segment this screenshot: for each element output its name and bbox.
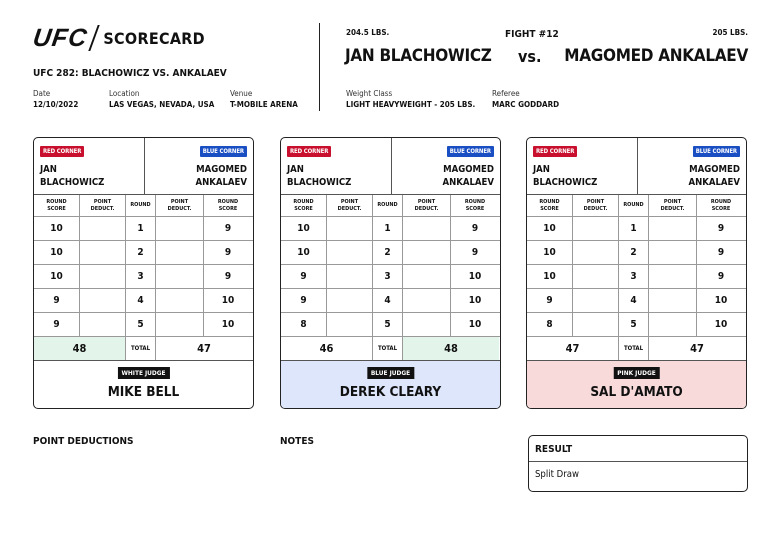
blue-point-deduct-header bbox=[649, 195, 697, 216]
blue-round-score: 9 bbox=[717, 271, 725, 282]
red-point-deduct bbox=[327, 217, 373, 240]
hdr-text: ROUND bbox=[539, 198, 560, 205]
event-title: UFC 282: BLACHOWICZ VS. ANKALAEV bbox=[33, 68, 227, 79]
hdr-text: ROUND bbox=[464, 198, 486, 205]
header-split bbox=[391, 138, 392, 195]
round-header: ROUND bbox=[619, 195, 649, 216]
round-header: ROUND bbox=[126, 195, 156, 216]
totals-row bbox=[34, 337, 253, 361]
red-point-deduct-header bbox=[80, 195, 126, 216]
red-round-score: 9 bbox=[34, 313, 80, 336]
blue-last-name: ANKALAEV bbox=[195, 177, 247, 188]
totals-row bbox=[527, 337, 746, 361]
blue-point-deduct bbox=[649, 289, 697, 312]
hdr-text: ROUND bbox=[46, 198, 67, 205]
total-label: TOTAL bbox=[126, 337, 156, 360]
blue-round-score: 9 bbox=[717, 247, 725, 258]
red-last-name: BLACHOWICZ bbox=[287, 177, 352, 188]
column-headers bbox=[281, 195, 500, 217]
red-point-deduct bbox=[573, 217, 619, 240]
red-point-deduct bbox=[327, 313, 373, 336]
blue-corner-badge: BLUE CORNER bbox=[693, 146, 740, 157]
blue-point-deduct bbox=[156, 265, 204, 288]
red-point-deduct bbox=[80, 289, 126, 312]
red-round-score: 8 bbox=[281, 313, 327, 336]
blue-round-score-header bbox=[697, 195, 745, 216]
total-label: TOTAL bbox=[619, 337, 649, 360]
judge-name: DEREK CLEARY bbox=[339, 384, 442, 400]
score-grid bbox=[527, 195, 746, 361]
judge-scorecard-3 bbox=[526, 137, 747, 409]
red-point-deduct bbox=[573, 313, 619, 336]
hdr-text: SCORE bbox=[47, 205, 66, 212]
hdr-text: DEDUCT. bbox=[583, 205, 608, 212]
red-round-score-header bbox=[527, 195, 573, 216]
fight-number: FIGHT #12 bbox=[505, 29, 559, 40]
judge-scorecard-1 bbox=[33, 137, 254, 409]
red-point-deduct bbox=[80, 265, 126, 288]
red-round-score: 9 bbox=[281, 265, 327, 288]
blue-fighter-name: MAGOMED ANKALAEV bbox=[564, 46, 748, 66]
round-row bbox=[34, 289, 253, 313]
red-total: 47 bbox=[527, 337, 619, 360]
red-round-score-header bbox=[281, 195, 327, 216]
result-box bbox=[528, 435, 748, 492]
header-divider bbox=[319, 23, 320, 111]
blue-round-score: 10 bbox=[221, 319, 235, 330]
round-number: 5 bbox=[373, 313, 403, 336]
notes-title: NOTES bbox=[280, 436, 314, 447]
blue-total: 47 bbox=[690, 342, 704, 355]
round-row bbox=[281, 265, 500, 289]
red-round-score: 10 bbox=[281, 217, 327, 240]
blue-round-score: 9 bbox=[471, 223, 479, 234]
blue-first-name: MAGOMED bbox=[689, 164, 740, 175]
red-round-score: 10 bbox=[34, 217, 80, 240]
hdr-text: ROUND bbox=[710, 198, 732, 205]
blue-point-deduct bbox=[403, 265, 451, 288]
blue-point-deduct bbox=[649, 241, 697, 264]
blue-point-deduct bbox=[156, 217, 204, 240]
red-first-name: JAN bbox=[533, 164, 550, 175]
round-number: 5 bbox=[619, 313, 649, 336]
judge-badge: WHITE JUDGE bbox=[117, 367, 169, 379]
red-round-score: 10 bbox=[34, 241, 80, 264]
judge-footer bbox=[34, 361, 253, 409]
round-row bbox=[281, 241, 500, 265]
red-fighter-label bbox=[533, 163, 597, 189]
hdr-text: POINT bbox=[586, 198, 605, 205]
round-row bbox=[527, 289, 746, 313]
scorecard-header bbox=[527, 138, 746, 195]
red-point-deduct bbox=[327, 265, 373, 288]
round-number: 1 bbox=[373, 217, 403, 240]
red-round-score: 9 bbox=[527, 289, 573, 312]
logo-text: UFC bbox=[31, 23, 90, 52]
judge-badge: BLUE JUDGE bbox=[367, 367, 414, 379]
round-rows bbox=[527, 217, 746, 337]
header-split bbox=[144, 138, 145, 195]
blue-point-deduct bbox=[403, 313, 451, 336]
red-point-deduct bbox=[573, 241, 619, 264]
location-label: Location bbox=[109, 89, 140, 98]
red-corner-badge: RED CORNER bbox=[533, 146, 577, 157]
blue-round-score: 10 bbox=[221, 295, 235, 306]
judge-name: MIKE BELL bbox=[107, 384, 180, 400]
hdr-text: DEDUCT. bbox=[337, 205, 362, 212]
round-row bbox=[34, 265, 253, 289]
hdr-text: SCORE bbox=[711, 205, 731, 212]
hdr-text: POINT bbox=[663, 198, 682, 205]
blue-round-score: 9 bbox=[717, 223, 725, 234]
red-weight: 204.5 LBS. bbox=[346, 28, 390, 37]
blue-point-deduct bbox=[156, 313, 204, 336]
blue-point-deduct bbox=[649, 265, 697, 288]
hdr-text: ROUND bbox=[217, 198, 239, 205]
referee-label: Referee bbox=[492, 89, 520, 98]
round-row bbox=[34, 241, 253, 265]
blue-total: 47 bbox=[197, 342, 211, 355]
round-number: 1 bbox=[126, 217, 156, 240]
column-headers bbox=[527, 195, 746, 217]
weight-class-label: Weight Class bbox=[346, 89, 393, 98]
blue-point-deduct-header bbox=[403, 195, 451, 216]
blue-round-score-header bbox=[451, 195, 499, 216]
result-value: Split Draw bbox=[535, 469, 579, 480]
blue-total: 48 bbox=[403, 337, 499, 360]
red-total: 46 bbox=[281, 337, 373, 360]
round-row bbox=[527, 313, 746, 337]
red-first-name: JAN bbox=[287, 164, 304, 175]
blue-round-score-header bbox=[204, 195, 252, 216]
round-number: 1 bbox=[619, 217, 649, 240]
blue-round-score: 9 bbox=[224, 223, 232, 234]
location-value: LAS VEGAS, NEVADA, USA bbox=[109, 100, 215, 109]
blue-round-score: 10 bbox=[468, 319, 482, 330]
total-label: TOTAL bbox=[373, 337, 403, 360]
score-grid bbox=[34, 195, 253, 361]
blue-round-score: 10 bbox=[468, 271, 482, 282]
blue-corner-badge: BLUE CORNER bbox=[200, 146, 247, 157]
hdr-text: SCORE bbox=[294, 205, 313, 212]
round-rows bbox=[34, 217, 253, 337]
blue-round-score: 10 bbox=[714, 295, 728, 306]
round-number: 2 bbox=[373, 241, 403, 264]
hdr-text: POINT bbox=[340, 198, 359, 205]
round-row bbox=[527, 241, 746, 265]
blue-round-score: 9 bbox=[224, 271, 232, 282]
red-point-deduct bbox=[80, 241, 126, 264]
totals-row bbox=[281, 337, 500, 361]
red-last-name: BLACHOWICZ bbox=[533, 177, 598, 188]
red-round-score: 9 bbox=[34, 289, 80, 312]
judge-scorecard-2 bbox=[280, 137, 501, 409]
hdr-text: DEDUCT. bbox=[90, 205, 115, 212]
round-rows bbox=[281, 217, 500, 337]
venue-value: T-MOBILE ARENA bbox=[230, 100, 298, 109]
red-round-score: 8 bbox=[527, 313, 573, 336]
logo-divider bbox=[89, 25, 100, 51]
score-grid bbox=[281, 195, 500, 361]
blue-first-name: MAGOMED bbox=[443, 164, 494, 175]
red-point-deduct-header bbox=[327, 195, 373, 216]
round-number: 4 bbox=[619, 289, 649, 312]
judge-badge: PINK JUDGE bbox=[613, 367, 660, 379]
blue-corner-badge: BLUE CORNER bbox=[447, 146, 494, 157]
round-number: 3 bbox=[126, 265, 156, 288]
round-row bbox=[281, 313, 500, 337]
red-round-score: 10 bbox=[281, 241, 327, 264]
round-row bbox=[527, 217, 746, 241]
red-corner-badge: RED CORNER bbox=[287, 146, 331, 157]
round-number: 4 bbox=[373, 289, 403, 312]
round-number: 2 bbox=[619, 241, 649, 264]
red-round-score: 10 bbox=[527, 241, 573, 264]
round-number: 3 bbox=[619, 265, 649, 288]
hdr-text: DEDUCT. bbox=[660, 205, 685, 212]
red-first-name: JAN bbox=[40, 164, 57, 175]
blue-round-score: 9 bbox=[471, 247, 479, 258]
date-label: Date bbox=[33, 89, 51, 98]
venue-label: Venue bbox=[230, 89, 253, 98]
blue-point-deduct bbox=[649, 313, 697, 336]
hdr-text: DEDUCT. bbox=[414, 205, 439, 212]
red-round-score: 10 bbox=[527, 265, 573, 288]
blue-fighter-label bbox=[688, 163, 740, 189]
round-row bbox=[281, 289, 500, 313]
judge-footer bbox=[527, 361, 746, 409]
blue-last-name: ANKALAEV bbox=[688, 177, 740, 188]
round-number: 3 bbox=[373, 265, 403, 288]
blue-round-score: 10 bbox=[714, 319, 728, 330]
result-divider bbox=[529, 461, 747, 462]
red-total: 48 bbox=[34, 337, 126, 360]
blue-first-name: MAGOMED bbox=[196, 164, 247, 175]
red-last-name: BLACHOWICZ bbox=[40, 177, 105, 188]
header-split bbox=[637, 138, 638, 195]
red-point-deduct-header bbox=[573, 195, 619, 216]
hdr-text: POINT bbox=[417, 198, 436, 205]
hdr-text: SCORE bbox=[218, 205, 238, 212]
blue-point-deduct-header bbox=[156, 195, 204, 216]
blue-last-name: ANKALAEV bbox=[442, 177, 494, 188]
blue-point-deduct bbox=[156, 241, 204, 264]
blue-fighter-label bbox=[442, 163, 494, 189]
section-title: SCORECARD bbox=[103, 28, 205, 48]
red-point-deduct bbox=[573, 289, 619, 312]
red-fighter-label bbox=[40, 163, 104, 189]
date-value: 12/10/2022 bbox=[33, 100, 79, 109]
red-fighter-name: JAN BLACHOWICZ bbox=[345, 46, 492, 66]
hdr-text: SCORE bbox=[540, 205, 559, 212]
red-fighter-label bbox=[287, 163, 351, 189]
blue-point-deduct bbox=[403, 217, 451, 240]
point-deductions-title: POINT DEDUCTIONS bbox=[33, 436, 134, 447]
hdr-text: POINT bbox=[93, 198, 112, 205]
hdr-text: SCORE bbox=[465, 205, 485, 212]
scorecard-header bbox=[34, 138, 253, 195]
referee-value: MARC GODDARD bbox=[492, 100, 560, 109]
ufc-logo bbox=[33, 24, 205, 52]
hdr-text: ROUND bbox=[293, 198, 314, 205]
red-round-score-header bbox=[34, 195, 80, 216]
blue-weight: 205 LBS. bbox=[712, 28, 748, 37]
red-point-deduct bbox=[573, 265, 619, 288]
red-round-score: 10 bbox=[34, 265, 80, 288]
red-point-deduct bbox=[80, 217, 126, 240]
round-number: 2 bbox=[126, 241, 156, 264]
hdr-text: POINT bbox=[170, 198, 189, 205]
round-header: ROUND bbox=[373, 195, 403, 216]
column-headers bbox=[34, 195, 253, 217]
vs-label: vs. bbox=[518, 47, 542, 66]
blue-point-deduct bbox=[649, 217, 697, 240]
hdr-text: DEDUCT. bbox=[167, 205, 192, 212]
round-row bbox=[527, 265, 746, 289]
round-number: 5 bbox=[126, 313, 156, 336]
weight-class-value: LIGHT HEAVYWEIGHT - 205 LBS. bbox=[346, 100, 476, 109]
scorecard-header bbox=[281, 138, 500, 195]
round-row bbox=[281, 217, 500, 241]
red-point-deduct bbox=[327, 289, 373, 312]
round-row bbox=[34, 217, 253, 241]
blue-round-score: 9 bbox=[224, 247, 232, 258]
red-round-score: 9 bbox=[281, 289, 327, 312]
blue-point-deduct bbox=[403, 241, 451, 264]
blue-point-deduct bbox=[403, 289, 451, 312]
red-round-score: 10 bbox=[527, 217, 573, 240]
red-corner-badge: RED CORNER bbox=[40, 146, 84, 157]
blue-fighter-label bbox=[195, 163, 247, 189]
round-number: 4 bbox=[126, 289, 156, 312]
result-title: RESULT bbox=[535, 444, 573, 455]
judge-name: SAL D'AMATO bbox=[590, 384, 683, 400]
judge-footer bbox=[281, 361, 500, 409]
red-point-deduct bbox=[80, 313, 126, 336]
blue-point-deduct bbox=[156, 289, 204, 312]
round-row bbox=[34, 313, 253, 337]
red-point-deduct bbox=[327, 241, 373, 264]
blue-round-score: 10 bbox=[468, 295, 482, 306]
